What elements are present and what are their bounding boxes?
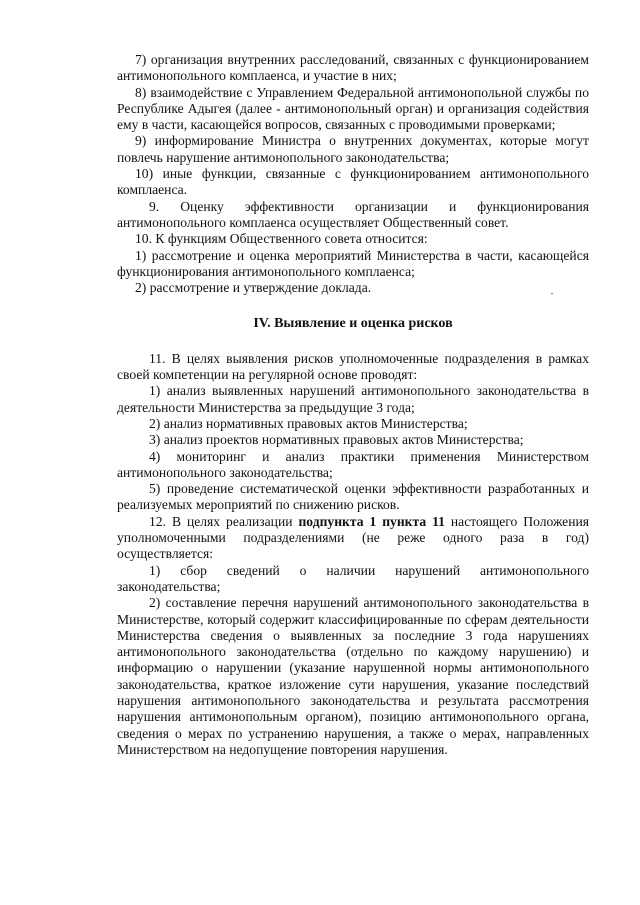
clause-12	[117, 514, 589, 563]
collection-item-2: 2) составление перечня нарушений антимонопольного законодательства в Министерстве, который содержит классифицированные по сферам деятельности Министерства сведения о выявленных за последние 3 года нарушениях антимонопольного законодательства (отдельно по каждому нарушению) и информацию о нарушении (указание нарушенной нормы антимонопольного законодательства, краткое изложение сути нарушения, указание последствий нарушения антимонопольного законодательства и результата рассмотрения нарушения антимонопольным органом), позицию антимонопольного органа, сведения о мерах по устранению нарушения, а также о мерах, направленных Министерством на недопущение повторения нарушения.	[117, 595, 589, 757]
item-7-internal-investigations: 7) организация внутренних расследований, связанных с функционированием антимонопольного комплаенса, и участие в них;	[117, 52, 589, 84]
risk-item-5: 5) проведение систематической оценки эффективности разработанных и реализуемых мероприятий по снижению рисков.	[117, 481, 589, 513]
risk-item-4: 4) мониторинг и анализ практики применения Министерством антимонопольного законодательства;	[117, 448, 589, 480]
section-title: IV. Выявление и оценка рисков	[253, 316, 453, 332]
scan-speck	[551, 293, 553, 294]
clause-12-lead: 12. В целях реализации	[149, 513, 299, 529]
risk-item-3: 3) анализ проектов нормативных правовых актов Министерства;	[149, 432, 524, 448]
risk-item-2: 2) анализ нормативных правовых актов Министерства;	[149, 415, 468, 431]
clause-12-tail: настоящего Положения уполномоченными подразделениями (не реже одного раза в год) осуществляется:	[117, 513, 589, 562]
clause-9-efficiency-evaluation: 9. Оценку эффективности организации и функционирования антимонопольного комплаенса осуществляет Общественный совет.	[117, 198, 589, 230]
council-item-1: 1) рассмотрение и оценка мероприятий Министерства в части, касающейся функционирования антимонопольного комплаенса;	[117, 247, 589, 279]
collection-item-1: 1) сбор сведений о наличии нарушений антимонопольного законодательства;	[117, 562, 589, 594]
clause-12-reference: подпункта 1 пункта 11	[298, 513, 445, 529]
item-9-informing-minister: 9) информирование Министра о внутренних документах, которые могут повлечь нарушение антимонопольного законодательства;	[117, 133, 589, 165]
clause-10-council-functions: 10. К функциям Общественного совета относится:	[135, 231, 428, 247]
clause-11-risk-identification: 11. В целях выявления рисков уполномоченные подразделения в рамках своей компетенции на регулярной основе проводят:	[117, 350, 589, 383]
council-item-2: 2) рассмотрение и утверждение доклада.	[135, 280, 372, 296]
item-8-interaction-fas: 8) взаимодействие с Управлением Федеральной антимонопольной службы по Республике Адыгея (далее - антимонопольный орган) и организация содействия ему в части, касающейся вопросов, связанных с проводимыми проверками;	[117, 84, 589, 133]
item-10-other-functions: 10) иные функции, связанные с функционированием антимонопольного комплаенса.	[117, 166, 589, 198]
document-body	[117, 52, 589, 758]
risk-item-1: 1) анализ выявленных нарушений антимонопольного законодательства в деятельности Министерства за предыдущие 3 года;	[117, 383, 589, 415]
